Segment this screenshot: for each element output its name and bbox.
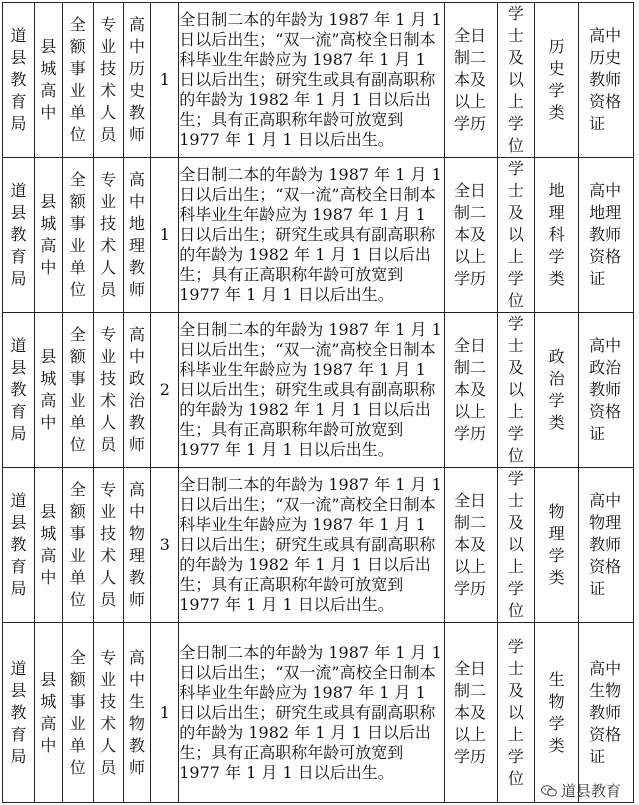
certificate-cell [579, 468, 634, 623]
certificate-text: 高中物理教师资格证 [589, 491, 622, 598]
unit-type-text: 全额事业单位 [69, 15, 86, 144]
education-cell [445, 468, 498, 623]
department-text: 道县教育局 [10, 336, 27, 443]
table-row [3, 313, 634, 468]
department-cell [3, 313, 35, 468]
unit-type-text: 全额事业单位 [69, 325, 86, 454]
unit-type-cell [62, 623, 93, 803]
post-category-text: 专业技术人员 [100, 170, 117, 299]
certificate-cell [579, 158, 634, 313]
department-cell [3, 623, 35, 803]
degree-text: 学士及以上学位 [507, 469, 524, 620]
degree-cell [497, 3, 534, 158]
major-cell [534, 3, 578, 158]
count-cell: 1 [151, 623, 179, 803]
position-cell [123, 623, 151, 803]
education-cell [445, 623, 498, 803]
education-text: 全日制二本及以上学历 [454, 491, 487, 598]
unit-type-text: 全额事业单位 [69, 480, 86, 609]
degree-text: 学士及以上学位 [507, 159, 524, 310]
unit-text: 县城高中 [40, 37, 57, 122]
major-cell [534, 158, 578, 313]
department-text: 道县教育局 [10, 491, 27, 598]
major-cell [534, 313, 578, 468]
unit-text: 县城高中 [40, 192, 57, 277]
requirements-cell: 全日制二本的年龄为 1987 年 1 月 1 日以后出生；“双一流”高校全日制本科毕业生年龄应为 1987 年 1 月 1 日以后出生；研究生或具有副高职称的年龄为 1982 年 1 月 1 日以后出生；具有正高职称年龄可放宽到 1977 年 1 月 1 日以后出生。 [179, 468, 445, 623]
department-cell [3, 158, 35, 313]
education-cell [445, 158, 498, 313]
post-category-cell [93, 313, 123, 468]
certificate-cell [579, 313, 634, 468]
table-row [3, 468, 634, 623]
table-body [3, 3, 634, 803]
position-cell [123, 158, 151, 313]
education-cell [445, 313, 498, 468]
unit-text: 县城高中 [40, 502, 57, 587]
major-text: 政治学类 [548, 347, 565, 432]
education-text: 全日制二本及以上学历 [454, 336, 487, 443]
unit-type-cell [62, 468, 93, 623]
count-cell: 3 [151, 468, 179, 623]
position-cell [123, 3, 151, 158]
major-cell [534, 468, 578, 623]
wechat-watermark [541, 780, 621, 801]
requirements-cell: 全日制二本的年龄为 1987 年 1 月 1 日以后出生；“双一流”高校全日制本科毕业生年龄应为 1987 年 1 月 1 日以后出生；研究生或具有副高职称的年龄为 1982 年 1 月 1 日以后出生；具有正高职称年龄可放宽到 1977 年 1 月 1 日以后出生。 [179, 3, 445, 158]
certificate-text: 高中地理教师资格证 [589, 181, 622, 288]
count-cell: 1 [151, 3, 179, 158]
degree-text: 学士及以上学位 [507, 4, 524, 155]
education-text: 全日制二本及以上学历 [454, 658, 487, 766]
certificate-text: 高中生物教师资格证 [589, 658, 622, 766]
table-row [3, 3, 634, 158]
department-text: 道县教育局 [10, 26, 27, 133]
position-text: 高中物理教师 [128, 480, 145, 609]
table-row [3, 623, 634, 803]
education-text: 全日制二本及以上学历 [454, 181, 487, 288]
position-cell [123, 313, 151, 468]
post-category-text: 专业技术人员 [100, 325, 117, 454]
post-category-cell [93, 468, 123, 623]
unit-cell [34, 623, 62, 803]
post-category-text: 专业技术人员 [100, 480, 117, 609]
department-cell [3, 3, 35, 158]
unit-text: 县城高中 [40, 669, 57, 755]
unit-cell [34, 468, 62, 623]
certificate-cell [579, 3, 634, 158]
post-category-cell [93, 158, 123, 313]
count-cell: 1 [151, 158, 179, 313]
requirements-cell: 全日制二本的年龄为 1987 年 1 月 1 日以后出生；“双一流”高校全日制本科毕业生年龄应为 1987 年 1 月 1 日以后出生；研究生或具有副高职称的年龄为 1982 年 1 月 1 日以后出生；具有正高职称年龄可放宽到 1977 年 1 月 1 日以后出生。 [179, 623, 445, 803]
major-text: 历史学类 [548, 37, 565, 122]
education-text: 全日制二本及以上学历 [454, 26, 487, 133]
count-cell: 2 [151, 313, 179, 468]
major-text: 物理学类 [548, 502, 565, 587]
wechat-icon [541, 785, 557, 797]
major-cell [534, 623, 578, 803]
position-text: 高中历史教师 [128, 15, 145, 144]
department-text: 道县教育局 [10, 181, 27, 288]
degree-text: 学士及以上学位 [507, 636, 524, 788]
unit-type-cell [62, 313, 93, 468]
position-text: 高中地理教师 [128, 170, 145, 299]
unit-type-text: 全额事业单位 [69, 170, 86, 299]
department-cell [3, 468, 35, 623]
department-text: 道县教育局 [10, 658, 27, 766]
requirements-cell: 全日制二本的年龄为 1987 年 1 月 1 日以后出生；“双一流”高校全日制本科毕业生年龄应为 1987 年 1 月 1 日以后出生；研究生或具有副高职称的年龄为 1982 年 1 月 1 日以后出生；具有正高职称年龄可放宽到 1977 年 1 月 1 日以后出生。 [179, 158, 445, 313]
degree-cell [497, 158, 534, 313]
unit-cell [34, 3, 62, 158]
position-text: 高中政治教师 [128, 325, 145, 454]
position-cell [123, 468, 151, 623]
post-category-text: 专业技术人员 [100, 15, 117, 144]
watermark-text: 道县教育 [560, 782, 621, 800]
certificate-cell [579, 623, 634, 803]
unit-text: 县城高中 [40, 347, 57, 432]
table-row [3, 158, 634, 313]
recruitment-table [2, 2, 634, 803]
major-text: 生物学类 [548, 669, 565, 755]
post-category-cell [93, 3, 123, 158]
requirements-cell: 全日制二本的年龄为 1987 年 1 月 1 日以后出生；“双一流”高校全日制本科毕业生年龄应为 1987 年 1 月 1 日以后出生；研究生或具有副高职称的年龄为 1982 年 1 月 1 日以后出生；具有正高职称年龄可放宽到 1977 年 1 月 1 日以后出生。 [179, 313, 445, 468]
degree-text: 学士及以上学位 [507, 314, 524, 465]
unit-type-cell [62, 3, 93, 158]
unit-type-text: 全额事业单位 [69, 647, 86, 777]
unit-cell [34, 313, 62, 468]
education-cell [445, 3, 498, 158]
position-text: 高中生物教师 [128, 647, 145, 777]
certificate-text: 高中历史教师资格证 [589, 26, 622, 133]
degree-cell [497, 468, 534, 623]
degree-cell [497, 313, 534, 468]
unit-cell [34, 158, 62, 313]
post-category-text: 专业技术人员 [100, 647, 117, 777]
certificate-text: 高中政治教师资格证 [589, 336, 622, 443]
post-category-cell [93, 623, 123, 803]
degree-cell [497, 623, 534, 803]
major-text: 地理科学类 [548, 181, 565, 288]
unit-type-cell [62, 158, 93, 313]
